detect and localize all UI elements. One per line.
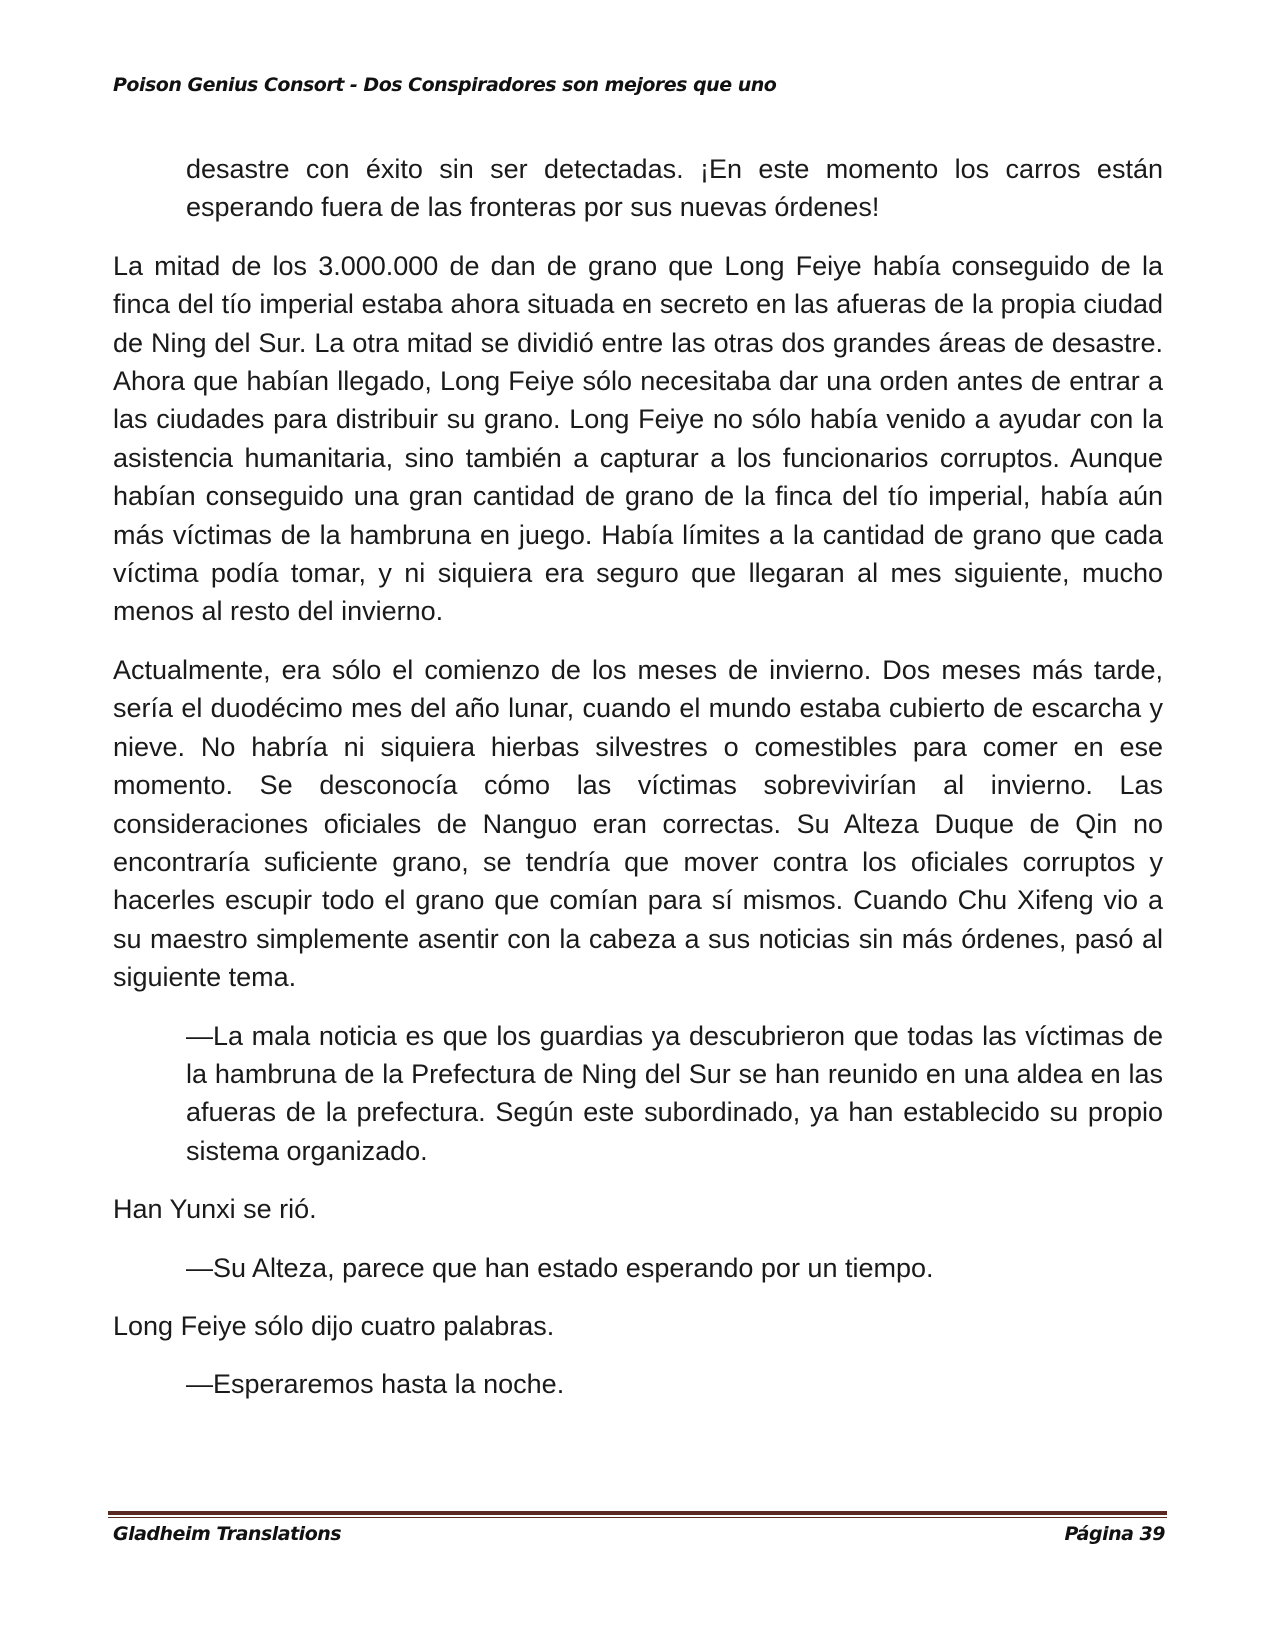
- footer-publisher: Gladheim Translations: [113, 1523, 342, 1545]
- paragraph: La mitad de los 3.000.000 de dan de grano que Long Feiye había conseguido de la finca del tío imperial estaba ahora situada en secreto en las afueras de la propia ciudad de Ning del Sur. La otra mitad se dividió entre las otras dos grandes áreas de desastre. Ahora que habían llegado, Long Feiye sólo necesitaba dar una orden antes de entrar a las ciudades para distribuir su grano. Long Feiye no sólo había venido a ayudar con la asistencia humanitaria, sino también a capturar a los funcionarios corruptos. Aunque habían conseguido una gran cantidad de grano de la finca del tío imperial, había aún más víctimas de la hambruna en juego. Había límites a la cantidad de grano que cada víctima podía tomar, y ni siquiera era seguro que llegaran al mes siguiente, mucho menos al resto del invierno.: [113, 250, 1163, 627]
- paragraph: Han Yunxi se rió.: [113, 1194, 317, 1225]
- footer-page-number: Página 39: [1064, 1523, 1165, 1545]
- page-header-title: Poison Genius Consort - Dos Conspiradores son mejores que uno: [113, 74, 777, 96]
- paragraph: Long Feiye sólo dijo cuatro palabras.: [113, 1310, 555, 1341]
- paragraph: Actualmente, era sólo el comienzo de los meses de invierno. Dos meses más tarde, sería el duodécimo mes del año lunar, cuando el mundo estaba cubierto de escarcha y nieve. No habría ni siquiera hierbas silvestres o comestibles para comer en ese momento. Se desconocía cómo las víctimas sobrevivirían al invierno. Las consideraciones oficiales de Nanguo eran correctas. Su Alteza Duque de Qin no encontraría suficiente grano, se tendría que mover contra los oficiales corruptos y hacerles escupir todo el grano que comían para sí mismos. Cuando Chu Xifeng vio a su maestro simplemente asentir con la cabeza a sus noticias sin más órdenes, pasó al siguiente tema.: [113, 654, 1163, 993]
- dialogue-paragraph: —Esperaremos hasta la noche.: [186, 1369, 565, 1400]
- dialogue-paragraph: —Su Alteza, parece que han estado esperando por un tiempo.: [186, 1252, 934, 1283]
- document-body: [113, 150, 1163, 1424]
- footer-divider: [108, 1511, 1167, 1518]
- dialogue-paragraph: —La mala noticia es que los guardias ya descubrieron que todas las víctimas de la hambruna de la Prefectura de Ning del Sur se han reunido en una aldea en las afueras de la prefectura. Según este subordinado, ya han establecido su propio sistema organizado.: [186, 1020, 1163, 1166]
- paragraph: desastre con éxito sin ser detectadas. ¡En este momento los carros están esperando fuera de las fronteras por sus nuevas órdenes!: [186, 154, 1163, 223]
